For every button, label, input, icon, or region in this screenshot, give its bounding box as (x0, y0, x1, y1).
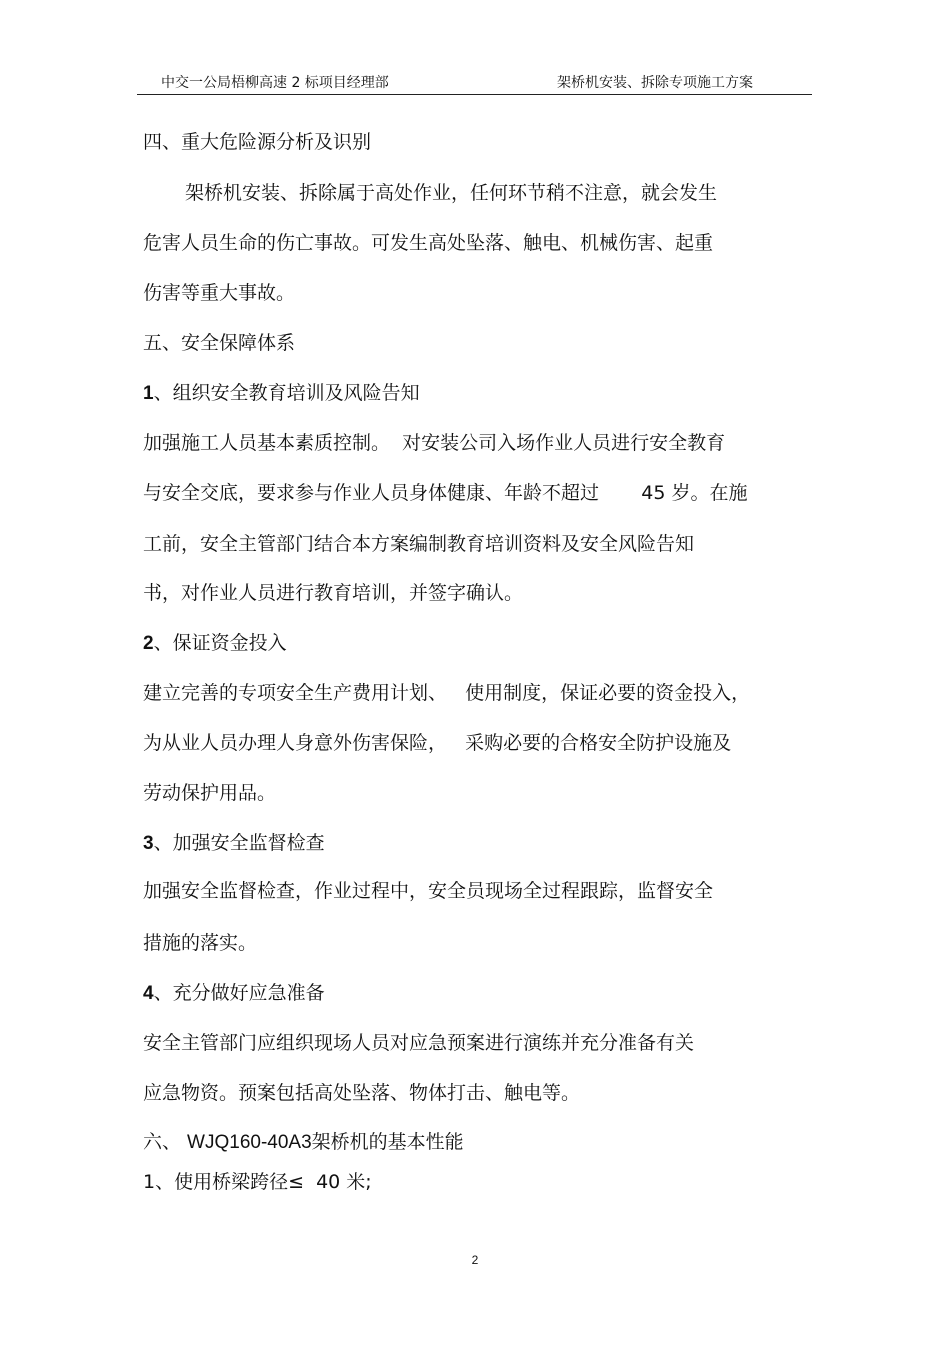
subsection-title (143, 831, 325, 856)
header-left (161, 72, 389, 92)
header-company: 中交一公局梧柳高速 (161, 75, 287, 91)
section-4-title: 四、重大危险源分析及识别 (143, 131, 372, 153)
section-6-prefix: 六、 (143, 1131, 188, 1153)
paragraph-line: 加强施工人员基本素质控制。 对安装公司入场作业人员进行安全教育 (143, 432, 726, 454)
paragraph-line: 伤害等重大事故。 (143, 282, 296, 304)
paragraph-line: 应急物资。预案包括高处坠落、物体打击、触电等。 (143, 1082, 581, 1104)
subsection-number: 2 (143, 633, 154, 654)
subsection-title-text: 、加强安全监督检查 (153, 832, 325, 854)
paragraph-line: 工前，安全主管部门结合本方案编制教育培训资料及安全风险告知 (143, 533, 695, 555)
machine-model: WJQ160-40A3 (187, 1132, 312, 1153)
paragraph-line: 劳动保护用品。 (143, 782, 277, 804)
subsection-title-text: 、充分做好应急准备 (153, 982, 325, 1004)
page-number: 2 (471, 1253, 479, 1267)
paragraph-line: 安全主管部门应组织现场人员对应急预案进行演练并充分准备有关 (143, 1032, 695, 1054)
subsection-title (143, 381, 420, 406)
header-department: 2 标项目经理部 (291, 75, 389, 91)
subsection-title (143, 981, 325, 1006)
subsection-title-text: 、保证资金投入 (153, 632, 287, 654)
subsection-number: 3 (143, 833, 154, 854)
paragraph-line: 与安全交底，要求参与作业人员身体健康、年龄不超过 45 岁。在施 (143, 482, 748, 504)
paragraph-line: 建立完善的专项安全生产费用计划、 使用制度，保证必要的资金投入， (143, 682, 751, 704)
subsection-title-text: 、组织安全教育培训及风险告知 (153, 382, 420, 404)
paragraph-line: 危害人员生命的伤亡事故。可发生高处坠落、触电、机械伤害、起重 (143, 232, 714, 254)
section-5-title: 五、安全保障体系 (143, 332, 296, 354)
section-6-suffix: 架桥机的基本性能 (311, 1131, 464, 1153)
paragraph-line: 架桥机安装、拆除属于高处作业，任何环节稍不注意，就会发生 (185, 182, 718, 204)
page-header (137, 70, 812, 95)
paragraph-line: 加强安全监督检查，作业过程中，安全员现场全过程跟踪，监督安全 (143, 880, 714, 902)
subsection-title (143, 631, 287, 656)
paragraph-line: 措施的落实。 (143, 932, 258, 954)
paragraph-line: 为从业人员办理人身意外伤害保险， 采购必要的合格安全防护设施及 (143, 732, 732, 754)
header-right: 架桥机安装、拆除专项施工方案 (557, 75, 753, 91)
paragraph-line: 书，对作业人员进行教育培训，并签字确认。 (143, 582, 524, 604)
subsection-number: 4 (143, 983, 154, 1004)
list-item: 1、使用桥梁跨径≤ 40 米; (143, 1171, 372, 1193)
subsection-number: 1 (143, 383, 154, 404)
section-6-title (143, 1130, 464, 1155)
